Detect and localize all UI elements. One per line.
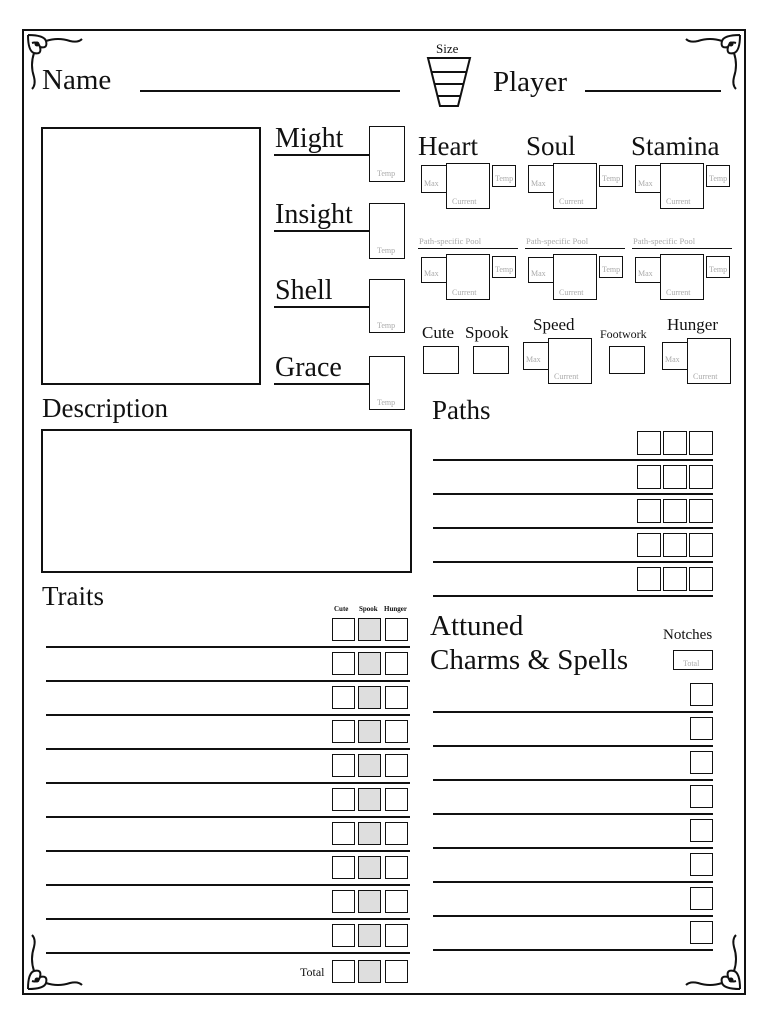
- current-label: Current: [559, 288, 584, 297]
- traits-col-cute: Cute: [334, 605, 349, 613]
- path-rank-box[interactable]: [637, 567, 661, 591]
- corner-flourish-icon: [24, 931, 86, 993]
- description-label: Description: [42, 393, 168, 423]
- trait-hunger-box[interactable]: [385, 822, 408, 845]
- temp-label: Temp: [377, 169, 396, 178]
- resource-name: Heart: [418, 131, 478, 161]
- trait-cute-box[interactable]: [332, 754, 355, 777]
- trait-cute-box[interactable]: [332, 788, 355, 811]
- description-box[interactable]: [41, 429, 412, 573]
- trait-entry-line[interactable]: [46, 850, 410, 852]
- max-label: Max: [638, 269, 653, 278]
- trait-cute-box[interactable]: [332, 924, 355, 947]
- temp-label: Temp: [602, 174, 621, 183]
- current-label: Current: [666, 197, 691, 206]
- charm-entry-line[interactable]: [433, 779, 713, 781]
- total-cute-box[interactable]: [332, 960, 355, 983]
- max-label: Max: [531, 179, 546, 188]
- charm-entry-line[interactable]: [433, 847, 713, 849]
- trait-spook-box[interactable]: [358, 754, 381, 777]
- portrait-box[interactable]: [41, 127, 261, 385]
- path-rank-box[interactable]: [663, 533, 687, 557]
- paths-label: Paths: [432, 395, 491, 425]
- resource-name: Soul: [526, 131, 576, 161]
- path-rank-box[interactable]: [637, 431, 661, 455]
- size-funnel-icon[interactable]: [426, 56, 472, 108]
- attribute-name: Grace: [275, 352, 342, 383]
- path-rank-box[interactable]: [689, 465, 713, 489]
- path-rank-box[interactable]: [637, 499, 661, 523]
- current-label: Current: [693, 372, 718, 381]
- pool-label: Path-specific Pool: [633, 236, 696, 246]
- trait-spook-box[interactable]: [358, 618, 381, 641]
- path-rank-box[interactable]: [663, 567, 687, 591]
- current-label: Current: [666, 288, 691, 297]
- trait-entry-line[interactable]: [46, 748, 410, 750]
- trait-cute-box[interactable]: [332, 856, 355, 879]
- name-field[interactable]: [140, 90, 400, 92]
- trait-entry-line[interactable]: [46, 714, 410, 716]
- temp-label: Temp: [377, 246, 396, 255]
- current-label: Current: [452, 197, 477, 206]
- trait-entry-line[interactable]: [46, 816, 410, 818]
- cute-box[interactable]: [423, 346, 459, 374]
- trait-entry-line[interactable]: [46, 884, 410, 886]
- max-label: Max: [424, 269, 439, 278]
- pool-label: Path-specific Pool: [526, 236, 589, 246]
- notches-total-label: Total: [683, 659, 700, 668]
- temp-label: Temp: [709, 174, 728, 183]
- charm-entry-line[interactable]: [433, 711, 713, 713]
- charm-entry-line[interactable]: [433, 881, 713, 883]
- spook-box[interactable]: [473, 346, 509, 374]
- trait-entry-line[interactable]: [46, 680, 410, 682]
- pool-label: Path-specific Pool: [419, 236, 482, 246]
- temp-label: Temp: [377, 321, 396, 330]
- temp-label: Temp: [377, 398, 396, 407]
- trait-spook-box[interactable]: [358, 788, 381, 811]
- footwork-label: Footwork: [600, 327, 647, 341]
- trait-spook-box[interactable]: [358, 856, 381, 879]
- name-label: Name: [42, 64, 112, 96]
- current-label: Current: [554, 372, 579, 381]
- trait-spook-box[interactable]: [358, 890, 381, 913]
- charms-title-line2: Charms & Spells: [430, 644, 629, 676]
- trait-entry-line[interactable]: [46, 782, 410, 784]
- trait-spook-box[interactable]: [358, 924, 381, 947]
- trait-entry-line[interactable]: [46, 918, 410, 920]
- total-hunger-box[interactable]: [385, 960, 408, 983]
- max-label: Max: [638, 179, 653, 188]
- charm-entry-line[interactable]: [433, 949, 713, 951]
- trait-cute-box[interactable]: [332, 720, 355, 743]
- trait-spook-box[interactable]: [358, 822, 381, 845]
- path-rank-box[interactable]: [689, 533, 713, 557]
- footwork-box[interactable]: [609, 346, 645, 374]
- traits-label: Traits: [42, 581, 105, 611]
- trait-entry-line[interactable]: [46, 952, 410, 954]
- trait-hunger-box[interactable]: [385, 788, 408, 811]
- path-rank-box[interactable]: [637, 533, 661, 557]
- current-label: Current: [452, 288, 477, 297]
- corner-flourish-icon: [682, 31, 744, 93]
- trait-hunger-box[interactable]: [385, 652, 408, 675]
- trait-hunger-box[interactable]: [385, 618, 408, 641]
- trait-hunger-box[interactable]: [385, 924, 408, 947]
- trait-cute-box[interactable]: [332, 822, 355, 845]
- temp-label: Temp: [495, 174, 514, 183]
- charm-notch-box[interactable]: [690, 887, 713, 910]
- trait-cute-box[interactable]: [332, 686, 355, 709]
- temp-label: Temp: [602, 265, 621, 274]
- charm-notch-box[interactable]: [690, 785, 713, 808]
- charm-entry-line[interactable]: [433, 745, 713, 747]
- total-spook-box[interactable]: [358, 960, 381, 983]
- charm-notch-box[interactable]: [690, 921, 713, 944]
- trait-hunger-box[interactable]: [385, 856, 408, 879]
- trait-spook-box[interactable]: [358, 720, 381, 743]
- trait-cute-box[interactable]: [332, 652, 355, 675]
- cute-label: Cute: [422, 323, 455, 342]
- trait-hunger-box[interactable]: [385, 754, 408, 777]
- traits-total-label: Total: [300, 965, 325, 979]
- path-rank-box[interactable]: [689, 567, 713, 591]
- trait-entry-line[interactable]: [46, 646, 410, 648]
- path-entry-line[interactable]: [433, 527, 713, 529]
- player-label: Player: [493, 66, 568, 98]
- pool-underline: [525, 248, 625, 249]
- resource-name: Stamina: [631, 131, 720, 161]
- path-entry-line[interactable]: [433, 561, 713, 563]
- speed-label: Speed: [533, 315, 575, 334]
- size-label: Size: [436, 41, 459, 56]
- trait-hunger-box[interactable]: [385, 720, 408, 743]
- temp-label: Temp: [709, 265, 728, 274]
- spook-label: Spook: [465, 323, 509, 342]
- traits-col-spook: Spook: [359, 605, 378, 613]
- max-label: Max: [531, 269, 546, 278]
- attribute-name: Insight: [275, 199, 353, 230]
- path-rank-box[interactable]: [663, 499, 687, 523]
- charm-notch-box[interactable]: [690, 853, 713, 876]
- charm-notch-box[interactable]: [690, 717, 713, 740]
- trait-spook-box[interactable]: [358, 686, 381, 709]
- charm-notch-box[interactable]: [690, 819, 713, 842]
- charm-notch-box[interactable]: [690, 683, 713, 706]
- path-rank-box[interactable]: [689, 431, 713, 455]
- path-entry-line[interactable]: [433, 493, 713, 495]
- player-field[interactable]: [585, 90, 721, 92]
- path-rank-box[interactable]: [637, 465, 661, 489]
- notches-label: Notches: [663, 627, 713, 643]
- path-entry-line[interactable]: [433, 459, 713, 461]
- pool-underline: [418, 248, 518, 249]
- max-label: Max: [665, 355, 680, 364]
- trait-cute-box[interactable]: [332, 618, 355, 641]
- path-rank-box[interactable]: [663, 431, 687, 455]
- temp-label: Temp: [495, 265, 514, 274]
- charm-entry-line[interactable]: [433, 915, 713, 917]
- charm-notch-box[interactable]: [690, 751, 713, 774]
- current-label: Current: [559, 197, 584, 206]
- trait-spook-box[interactable]: [358, 652, 381, 675]
- max-label: Max: [424, 179, 439, 188]
- pool-underline: [632, 248, 732, 249]
- trait-cute-box[interactable]: [332, 890, 355, 913]
- charms-title-line1: Attuned: [430, 610, 524, 642]
- max-label: Max: [526, 355, 541, 364]
- traits-col-hunger: Hunger: [384, 605, 407, 613]
- trait-hunger-box[interactable]: [385, 686, 408, 709]
- hunger-label: Hunger: [667, 315, 718, 334]
- attribute-name: Shell: [275, 275, 333, 306]
- charm-entry-line[interactable]: [433, 813, 713, 815]
- attribute-name: Might: [275, 123, 344, 154]
- path-rank-box[interactable]: [663, 465, 687, 489]
- trait-hunger-box[interactable]: [385, 890, 408, 913]
- path-entry-line[interactable]: [433, 595, 713, 597]
- path-rank-box[interactable]: [689, 499, 713, 523]
